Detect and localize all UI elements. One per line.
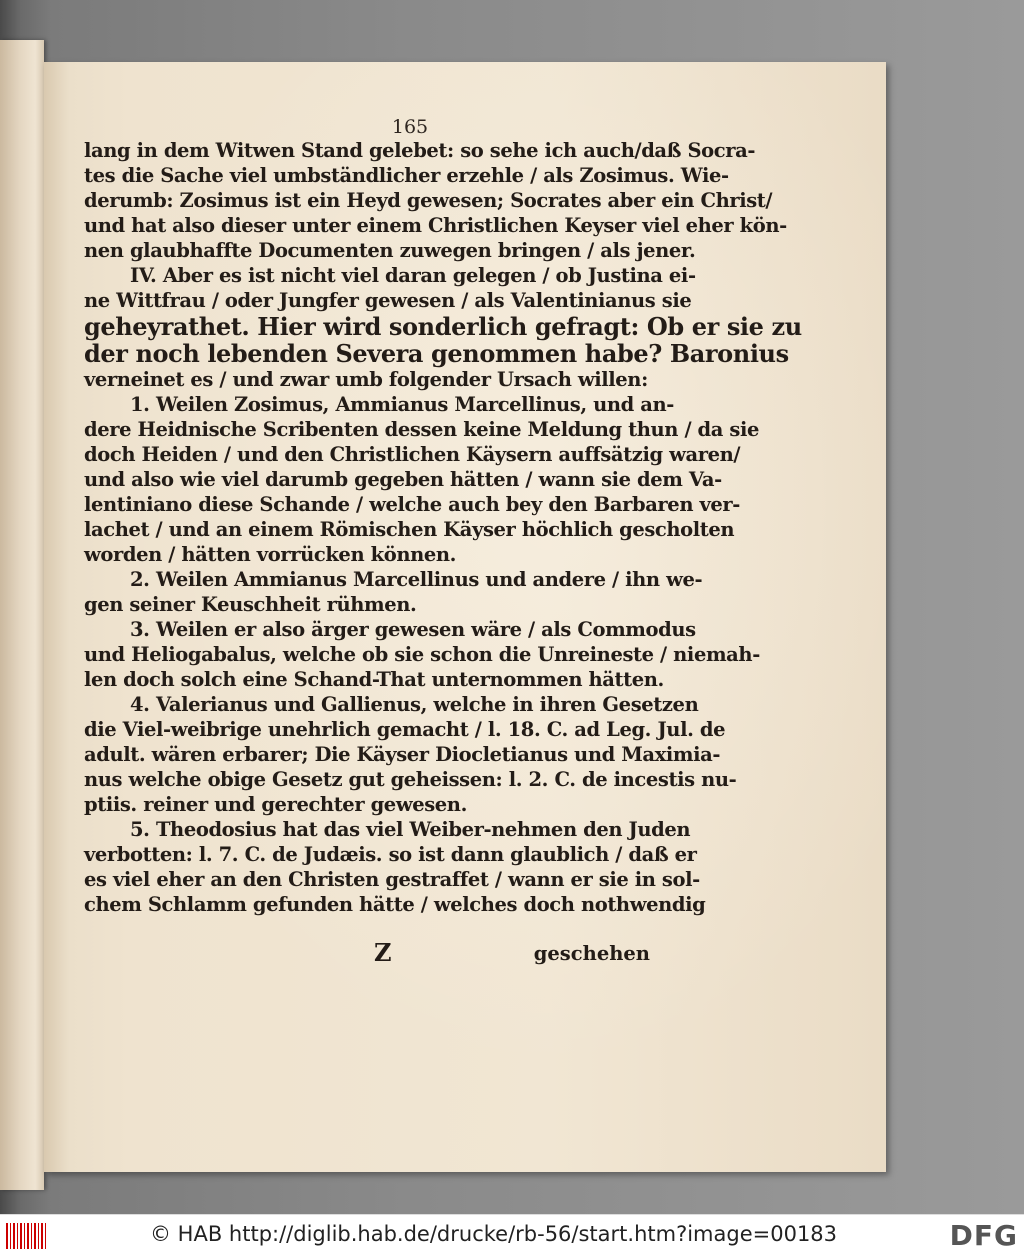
text-line: worden / hätten vorrücken können. — [84, 543, 457, 566]
text-line: nen glaubhaffte Documenten zuwegen bringen / als jener. — [84, 239, 696, 262]
text-line: gen seiner Keuschheit rühmen. — [84, 593, 417, 616]
text-line: es viel eher an den Christen gestraffet / wann er sie in sol- — [84, 868, 700, 891]
text-line: 3. Weilen er also ärger gewesen wäre / als Commodus — [130, 618, 696, 641]
text-line: der noch lebenden Severa genommen habe? Baronius — [84, 339, 789, 368]
footer-bar — [0, 1214, 1024, 1255]
text-line: 5. Theodosius hat das viel Weiber-nehmen den Juden — [130, 818, 691, 841]
text-line: derumb: Zosimus ist ein Heyd gewesen; Socrates aber ein Christ/ — [84, 189, 773, 212]
text-line: IV. Aber es ist nicht viel daran gelegen / ob Justina ei- — [130, 264, 696, 287]
text-line: adult. wären erbarer; Die Käyser Diocletianus und Maximia- — [84, 743, 721, 766]
text-line: verneinet es / und zwar umb folgender Ursach willen: — [84, 368, 648, 391]
signature-mark: Z — [374, 938, 392, 967]
catchword-row — [84, 938, 650, 970]
text-line: len doch solch eine Schand-That unternommen hätten. — [84, 668, 664, 691]
text-line: dere Heidnische Scribenten dessen keine Meldung thun / da sie — [84, 418, 760, 441]
barcode-icon — [6, 1223, 46, 1249]
page-number: 165 — [391, 116, 429, 138]
text-line: doch Heiden / und den Christlichen Käysern auffsätzig waren/ — [84, 443, 741, 466]
text-line: die Viel-weibrige unehrlich gemacht / l. 18. C. ad Leg. Jul. de — [84, 718, 726, 741]
facing-page-edge — [0, 40, 44, 1190]
credit-link[interactable]: © HAB http://diglib.hab.de/drucke/rb-56/start.htm?image=00183 — [150, 1222, 838, 1246]
text-line: verbotten: l. 7. C. de Judæis. so ist dann glaublich / daß er — [84, 843, 697, 866]
text-line: ptiis. reiner und gerechter gewesen. — [84, 793, 467, 816]
text-line: 2. Weilen Ammianus Marcellinus und andere / ihn we- — [130, 568, 703, 591]
text-line: 4. Valerianus und Gallienus, welche in ihren Gesetzen — [130, 693, 699, 716]
text-line: und also wie viel darumb gegeben hätten / wann sie dem Va- — [84, 468, 722, 491]
text-line: lentiniano diese Schande / welche auch bey den Barbaren ver- — [84, 493, 740, 516]
text-line: 1. Weilen Zosimus, Ammianus Marcellinus, und an- — [130, 393, 674, 416]
text-line: nus welche obige Gesetz gut geheissen: l. 2. C. de incestis nu- — [84, 768, 737, 791]
text-line: und Heliogabalus, welche ob sie schon die Unreineste / niemah- — [84, 643, 760, 666]
text-line: und hat also dieser unter einem Christlichen Keyser viel eher kön- — [84, 214, 787, 237]
dfg-logo: DFG — [949, 1219, 1018, 1252]
catchword: geschehen — [533, 942, 650, 965]
text-line: ne Wittfrau / oder Jungfer gewesen / als Valentinianus sie — [84, 289, 692, 312]
text-line: geheyrathet. Hier wird sonderlich gefragt: Ob er sie zu — [84, 312, 802, 341]
page-text — [84, 138, 802, 917]
text-line: lang in dem Witwen Stand gelebet: so sehe ich auch/daß Socra- — [84, 139, 756, 162]
text-line: chem Schlamm gefunden hätte / welches doch nothwendig — [84, 893, 706, 916]
book-page — [44, 62, 886, 1172]
text-line: tes die Sache viel umbständlicher erzehle / als Zosimus. Wie- — [84, 164, 729, 187]
text-line: lachet / und an einem Römischen Käyser höchlich gescholten — [84, 518, 735, 541]
